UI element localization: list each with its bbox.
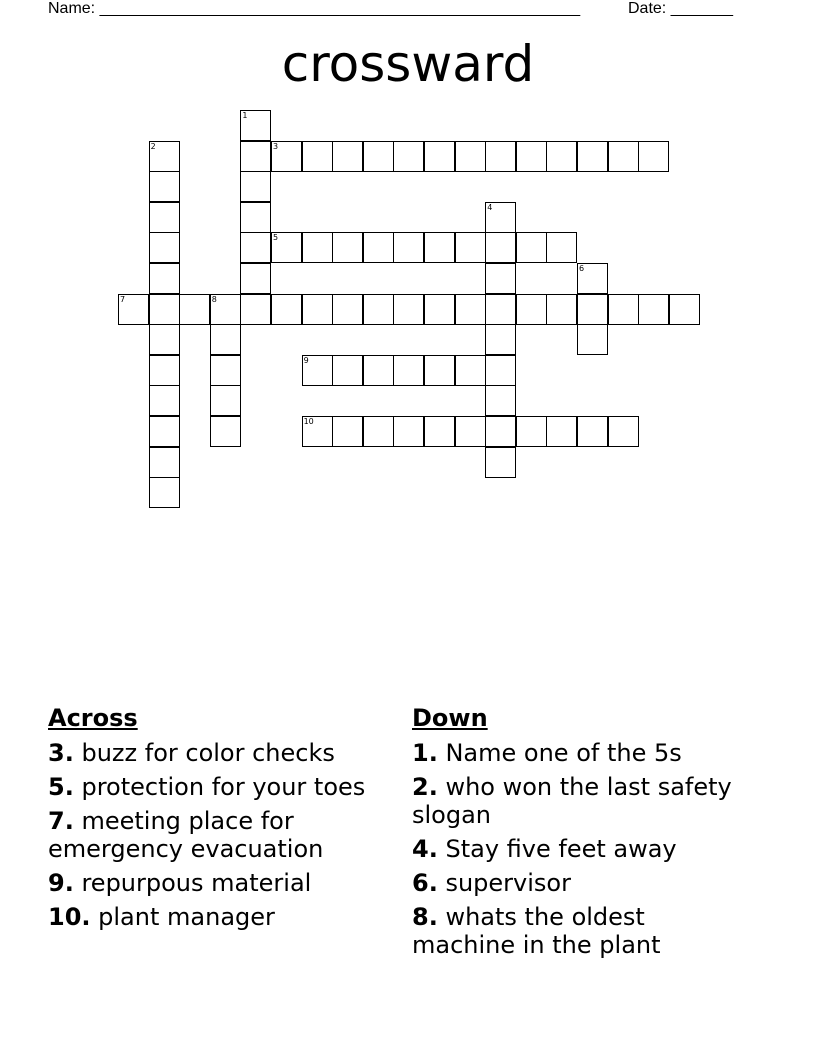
grid-cell[interactable] xyxy=(210,385,241,416)
clue-number-label: 10. xyxy=(48,903,91,931)
grid-cell[interactable] xyxy=(240,294,271,325)
grid-cell[interactable] xyxy=(149,416,180,447)
grid-cell[interactable] xyxy=(608,294,639,325)
clue-number-label: 2. xyxy=(412,773,438,801)
grid-cell[interactable] xyxy=(424,141,455,172)
clue-number: 2 xyxy=(150,141,156,151)
clue-text: supervisor xyxy=(445,869,571,897)
grid-cell[interactable] xyxy=(485,447,516,478)
date-field[interactable]: Date: _______ xyxy=(628,0,733,17)
grid-cell[interactable] xyxy=(393,232,424,263)
grid-cell[interactable] xyxy=(302,141,333,172)
name-field[interactable]: Name: ______________________________________________________ xyxy=(48,0,581,17)
grid-cell[interactable] xyxy=(455,141,486,172)
grid-cell[interactable] xyxy=(516,416,547,447)
grid-cell[interactable] xyxy=(546,416,577,447)
grid-cell[interactable] xyxy=(302,232,333,263)
grid-cell[interactable] xyxy=(546,141,577,172)
grid-cell[interactable] xyxy=(240,110,271,141)
across-clue xyxy=(48,903,368,931)
clue-number: 8 xyxy=(211,294,217,304)
grid-cell[interactable] xyxy=(149,294,180,325)
grid-cell[interactable] xyxy=(516,141,547,172)
grid-cell[interactable] xyxy=(393,355,424,386)
grid-cell[interactable] xyxy=(577,294,608,325)
clue-number-label: 8. xyxy=(412,903,438,931)
grid-cell[interactable] xyxy=(332,141,363,172)
grid-cell[interactable] xyxy=(485,202,516,233)
grid-cell[interactable] xyxy=(638,294,669,325)
grid-cell[interactable] xyxy=(332,355,363,386)
grid-cell[interactable] xyxy=(393,294,424,325)
clue-number-label: 1. xyxy=(412,739,438,767)
grid-cell[interactable] xyxy=(240,263,271,294)
grid-cell[interactable] xyxy=(179,294,210,325)
across-clues xyxy=(48,703,368,937)
grid-cell[interactable] xyxy=(149,141,180,172)
grid-cell[interactable] xyxy=(210,294,241,325)
grid-cell[interactable] xyxy=(485,141,516,172)
clue-number-label: 5. xyxy=(48,773,74,801)
clue-number-label: 4. xyxy=(412,835,438,863)
clue-text: Name one of the 5s xyxy=(445,739,682,767)
clue-text: buzz for color checks xyxy=(81,739,335,767)
clue-number-label: 9. xyxy=(48,869,74,897)
grid-cell[interactable] xyxy=(669,294,700,325)
grid-cell[interactable] xyxy=(149,324,180,355)
down-clue xyxy=(412,835,742,863)
across-clue xyxy=(48,739,368,767)
down-clue xyxy=(412,773,742,829)
across-clue-list xyxy=(48,739,368,931)
across-clue xyxy=(48,773,368,801)
clue-number: 10 xyxy=(303,417,314,426)
clue-text: Stay five feet away xyxy=(445,835,677,863)
puzzle-title: crossward xyxy=(281,35,535,93)
grid-cell[interactable] xyxy=(485,416,516,447)
clue-number: 9 xyxy=(303,355,309,365)
grid-cell[interactable] xyxy=(485,294,516,325)
grid-cell[interactable] xyxy=(271,294,302,325)
clue-number: 1 xyxy=(242,111,248,120)
grid-cell[interactable] xyxy=(455,294,486,325)
grid-cell[interactable] xyxy=(363,355,394,386)
clue-text: meeting place for emergency evacuation xyxy=(48,807,324,863)
grid-cell[interactable] xyxy=(240,202,271,233)
grid-cell[interactable] xyxy=(149,355,180,386)
grid-cell[interactable] xyxy=(332,294,363,325)
clue-text: repurpous material xyxy=(81,869,312,897)
grid-cell[interactable] xyxy=(577,141,608,172)
clue-text: plant manager xyxy=(98,903,275,931)
down-clue xyxy=(412,739,742,767)
grid-cell[interactable] xyxy=(485,324,516,355)
grid-cell[interactable] xyxy=(271,232,302,263)
down-clue xyxy=(412,869,742,897)
down-clues xyxy=(412,703,742,965)
grid-cell[interactable] xyxy=(424,355,455,386)
grid-cell[interactable] xyxy=(608,416,639,447)
clue-text: whats the oldest machine in the plant xyxy=(412,903,661,959)
grid-cell[interactable] xyxy=(424,294,455,325)
clue-number-label: 3. xyxy=(48,739,74,767)
grid-cell[interactable] xyxy=(149,477,180,508)
grid-cell[interactable] xyxy=(455,355,486,386)
clue-text: protection for your toes xyxy=(81,773,366,801)
crossword-grid xyxy=(0,0,816,520)
across-heading: Across xyxy=(48,704,138,732)
across-clue xyxy=(48,869,368,897)
grid-cell[interactable] xyxy=(332,416,363,447)
grid-cell[interactable] xyxy=(393,141,424,172)
grid-cell[interactable] xyxy=(485,232,516,263)
grid-cell[interactable] xyxy=(546,232,577,263)
grid-cell[interactable] xyxy=(240,232,271,263)
grid-cell[interactable] xyxy=(363,141,394,172)
grid-cell[interactable] xyxy=(608,141,639,172)
grid-cell[interactable] xyxy=(363,416,394,447)
grid-cell[interactable] xyxy=(332,232,363,263)
down-heading: Down xyxy=(412,704,488,732)
grid-cell[interactable] xyxy=(577,263,608,294)
grid-cell[interactable] xyxy=(424,232,455,263)
grid-cell[interactable] xyxy=(210,324,241,355)
grid-cell[interactable] xyxy=(149,447,180,478)
grid-cell[interactable] xyxy=(485,355,516,386)
grid-cell[interactable] xyxy=(638,141,669,172)
grid-cell[interactable] xyxy=(149,202,180,233)
clue-number: 4 xyxy=(487,202,493,212)
grid-cell[interactable] xyxy=(424,416,455,447)
grid-cell[interactable] xyxy=(393,416,424,447)
clue-text: who won the last safety slogan xyxy=(412,773,732,829)
grid-cell[interactable] xyxy=(240,171,271,202)
grid-cell[interactable] xyxy=(302,416,333,447)
grid-cell[interactable] xyxy=(149,171,180,202)
clue-number: 3 xyxy=(273,141,279,151)
grid-cell[interactable] xyxy=(516,294,547,325)
grid-cell[interactable] xyxy=(577,416,608,447)
grid-cell[interactable] xyxy=(149,232,180,263)
clue-number: 6 xyxy=(579,264,585,273)
grid-cell[interactable] xyxy=(149,385,180,416)
grid-cell[interactable] xyxy=(485,263,516,294)
clue-number: 5 xyxy=(273,233,279,243)
grid-cell[interactable] xyxy=(302,355,333,386)
grid-cell[interactable] xyxy=(210,355,241,386)
grid-cell[interactable] xyxy=(271,141,302,172)
grid-cell[interactable] xyxy=(577,324,608,355)
grid-cell[interactable] xyxy=(455,416,486,447)
grid-cell[interactable] xyxy=(546,294,577,325)
grid-cell[interactable] xyxy=(363,294,394,325)
grid-cell[interactable] xyxy=(302,294,333,325)
grid-cell[interactable] xyxy=(149,263,180,294)
down-clue-list xyxy=(412,739,742,959)
clue-number: 7 xyxy=(120,294,126,304)
down-clue xyxy=(412,903,742,959)
grid-cell[interactable] xyxy=(485,385,516,416)
grid-cell[interactable] xyxy=(455,232,486,263)
grid-cell[interactable] xyxy=(516,232,547,263)
clue-number-label: 6. xyxy=(412,869,438,897)
grid-cell[interactable] xyxy=(118,294,149,325)
grid-cell[interactable] xyxy=(240,141,271,172)
clue-number-label: 7. xyxy=(48,807,74,835)
grid-cell[interactable] xyxy=(363,232,394,263)
across-clue xyxy=(48,807,368,863)
grid-cell[interactable] xyxy=(210,416,241,447)
